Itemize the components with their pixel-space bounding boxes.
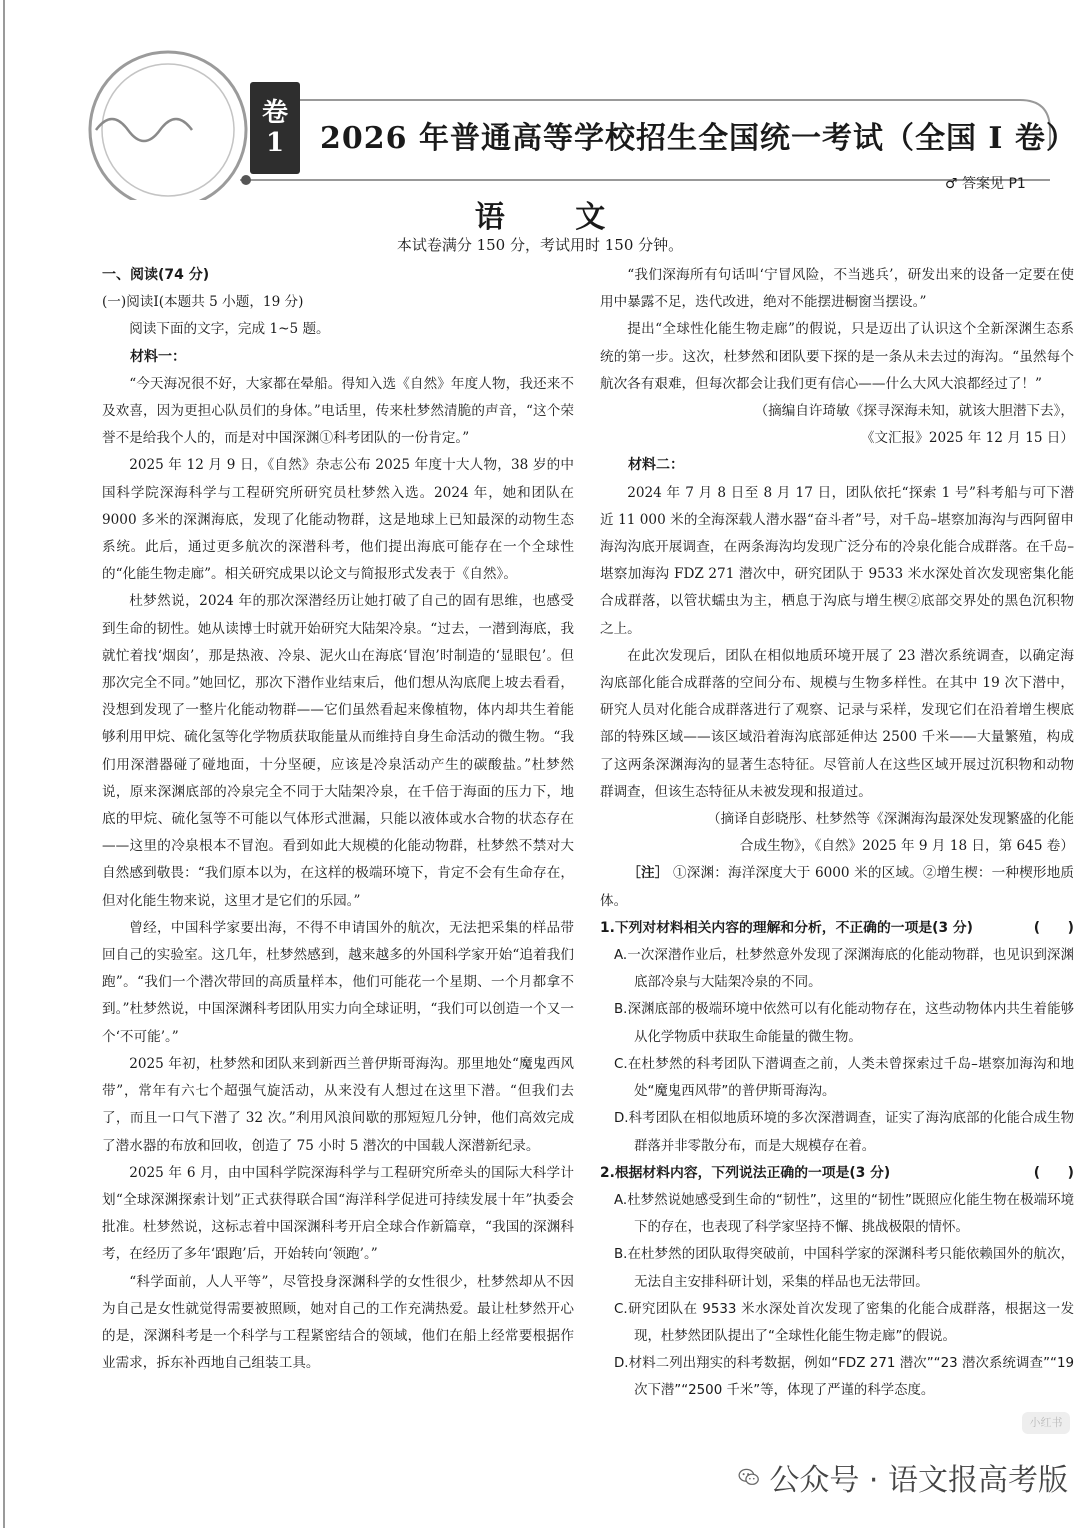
option-d: D.材料二列出翔实的科考数据，例如“FDZ 271 潜次”“23 潜次系统调查”“19 次下潜”“2500 千米”等，体现了严谨的科学态度。	[614, 1356, 1074, 1399]
note-text: ①深渊：海洋深度大于 6000 米的区域。②增生楔：一种楔形地质体。	[600, 865, 1074, 909]
material1-label: 材料一：	[130, 348, 186, 365]
option-b: B.在杜梦然的团队取得突破前，中国科学家的深渊科考只能依赖国外的航次，无法自主安排科研计划，采集的样品也无法带回。	[614, 1247, 1074, 1290]
paragraph: 曾经，中国科学家要出海，不得不申请国外的航次，无法把采集的样品带回自己的实验室。这几年，杜梦然感到，越来越多的外国科学家开始“追着我们跑”。“我们一个潜次带回的高质量样本，他们可能花一个星期、一个月都拿不到。”杜梦然说，中国深渊科考团队用实力向全球证明，“我们可以创造一个又一个‘不可能’。”	[102, 919, 574, 1045]
header-decoration	[0, 0, 1080, 200]
answer-bracket: ( )	[1033, 919, 1074, 936]
answer-bracket: ( )	[1033, 1164, 1074, 1181]
paragraph: 在此次发现后，团队在相似地质环境开展了 23 潜次系统调查，以确定海沟底部化能合成群落的空间分布、规模与生物多样性。在其中 19 次下潜中，研究人员对化能合成群落进行了观察、记录与采样，发现它们在沿着增生楔底部的特殊区域——该区域沿着海沟底部延伸达 2500 千米——大量繁殖，构成了这两条深渊海沟的显著生态特征。尽管前人在这些区域开展过沉积物和动物群调查，但该生态特征从未被发现和报道过。	[600, 647, 1074, 800]
option-d: D.科考团队在相似地质环境的多次深潜调查，证实了海沟底部的化能合成生物群落并非零散分布，而是大规模存在着。	[614, 1111, 1074, 1154]
option-a: A.杜梦然说她感受到生命的“韧性”，这里的“韧性”既照应化能生物在极端环境下的存在，也表现了科学家坚持不懈、挑战极限的情怀。	[614, 1192, 1074, 1236]
subject-title: 语 文	[474, 200, 636, 235]
option-b: B.深渊底部的极端环境中依然可以有化能动物存在，这些动物体内共生着能够从化学物质中获取生命能量的微生物。	[614, 1002, 1074, 1045]
note-label: ［注］	[627, 865, 669, 882]
option-c: C.研究团队在 9533 米水深处首次发现了密集的化能合成群落，根据这一发现，杜梦然团队提出了“全球性化能生物走廊”的假说。	[614, 1301, 1074, 1344]
paragraph: 杜梦然说，2024 年的那次深潜经历让她打破了自己的固有思维，也感受到生命的韧性。她从读博士时就开始研究大陆架冷泉。“过去，一潜到海底，我就忙着找‘烟囱’，那是热液、冷泉、泥火山在海底‘冒泡’时制造的‘显眼包’。但那次完全不同。”她回忆，那次下潜作业结束后，他们想从沟底爬上坡去看看，没想到发现了一整片化能动物群——它们虽然看起来像植物，体内却共生着能够利用甲烷、硫化氢等化学物质获取能量从而维持自身生命活动的微生物。“我们用深潜器碰了碰地面，十分坚硬，应该是冷泉活动产生的碳酸盐。”杜梦然说，原来深渊底部的冷泉完全不同于大陆架冷泉，在千倍于海面的压力下，地底的甲烷、硫化氢等不可能以气体形式泄漏，只能以液体或水合物的状态存在——这里的冷泉根本不冒泡。看到如此大规模的化能动物群，杜梦然不禁对大自然感到敬畏：“我们原本以为，在这样的极端环境下，肯定不会有生命存在，但对化能生物来说，这里才是它们的乐园。”	[102, 593, 574, 909]
paragraph: 2024 年 7 月 8 日至 8 月 17 日，团队依托“探索 1 号”科考船与可下潜近 11 000 米的全海深载人潜水器“奋斗者”号，对千岛–堪察加海沟与西阿留申海沟沟底开展调查，在两条海沟均发现广泛分布的冷泉化能合成群落。在千岛–堪察加海沟 FDZ 271 潜次中，研究团队于 9533 米水深处首次发现密集化能合成群落，以管状蠕虫为主，栖息于沟底与增生楔②底部交界处的黑色沉积物之上。	[600, 484, 1074, 637]
option-c: C.在杜梦然的科考团队下潜调查之前，人类未曾探索过千岛–堪察加海沟和地处“魔鬼西风带”的普伊斯哥海沟。	[614, 1056, 1074, 1100]
right-column	[600, 262, 1074, 1405]
paragraph: 2025 年初，杜梦然和团队来到新西兰普伊斯哥海沟。那里地处“魔鬼西风带”，常年有六七个超强气旋活动，从来没有人想过在这里下潜。“但我们去了，而且一口气下潜了 32 次。”利用风浪间歇的那短短几分钟，他们高效完成了潜水器的布放和回收，创造了 75 小时 5 潜次的中国载人深潜新纪录。	[102, 1055, 574, 1154]
answer-ref-text: 答案见 P1	[962, 176, 1026, 192]
instruction: 阅读下面的文字，完成 1~5 题。	[129, 321, 330, 338]
source-citation-line: （摘译自彭晓彤、杜梦然等《深渊海沟最深处发现繁盛的化能	[706, 811, 1074, 828]
exam-info: 本试卷满分 150 分，考试用时 150 分钟。	[396, 236, 684, 254]
paragraph: 2025 年 12 月 9 日，《自然》杂志公布 2025 年度十大人物，38 岁的中国科学院深海科学与工程研究所研究员杜梦然入选。2024 年，她和团队在 9000 多米的深渊海底，发现了化能动物群，这是地球上已知最深的动物生态系统。此后，通过更多航次的深潜科考，他们提出海底可能存在一个全球性的“化能生物走廊”。相关研究成果以论文与简报形式发表于《自然》。	[102, 457, 574, 583]
paragraph: “我们深海所有句话叫‘宁冒风险，不当逃兵’，研发出来的设备一定要在使用中暴露不足，迭代改进，绝对不能摆进橱窗当摆设。”	[600, 267, 1074, 311]
volume-char-2: 1	[265, 128, 285, 158]
question-1-text: 1.下列对材料相关内容的理解和分析，不正确的一项是(3 分)	[600, 919, 973, 936]
watermark-badge: 小红书	[1022, 1412, 1070, 1434]
wechat-icon	[738, 1461, 759, 1493]
paragraph: “今天海况很不好，大家都在晕船。得知入选《自然》年度人物，我还来不及欢喜，因为更担心队员们的身体。”电话里，传来杜梦然清脆的声音，“这个荣誉不是给我个人的，而是对中国深渊①科考团队的一份肯定。”	[102, 375, 574, 447]
question-2-stem	[600, 1160, 1074, 1187]
paragraph: 2025 年 6 月，由中国科学院深海科学与工程研究所牵头的国际大科学计划“全球深渊探索计划”正式获得联合国“海洋科学促进可持续发展十年”执委会批准。杜梦然说，这标志着中国深渊科考开启全球合作新篇章，“我国的深渊科考，在经历了多年‘跟跑’后，开始转向‘领跑’。”	[102, 1164, 574, 1263]
paragraph: 提出“全球性化能生物走廊”的假说，只是迈出了认识这个全新深渊生态系统的第一步。这次，杜梦然和团队要下探的是一条从未去过的海沟。“虽然每个航次各有艰难，但每次都会让我们更有信心——什么大风大浪都经过了！”	[600, 321, 1074, 392]
volume-tab	[250, 82, 300, 174]
question-2-text: 2.根据材料内容，下列说法正确的一项是(3 分)	[600, 1164, 891, 1181]
material2-label: 材料二：	[628, 457, 684, 474]
watermark-text: 公众号 · 语文报高考版	[769, 1463, 1068, 1498]
left-column	[102, 262, 574, 1377]
note	[600, 860, 1074, 914]
option-a: A.一次深潜作业后，杜梦然意外发现了深渊海底的化能动物群，也见识到深渊底部冷泉与大陆架冷泉的不同。	[614, 948, 1074, 991]
answer-reference	[945, 173, 1026, 193]
exam-title: 2026 年普通高等学校招生全国统一考试（全国 I 卷）	[320, 121, 1077, 156]
source-citation-line: 《文汇报》2025 年 12 月 15 日）	[860, 430, 1074, 447]
subsection-heading: (一)阅读Ⅰ(本题共 5 小题，19 分)	[102, 294, 304, 311]
source-citation-line: 合成生物》，《自然》2025 年 9 月 18 日，第 645 卷）	[739, 838, 1074, 855]
volume-char-1: 卷	[261, 98, 288, 128]
section-heading: 一、阅读(74 分)	[102, 267, 210, 283]
source-citation-line: （摘编自许琦敏《探寻深海未知，就该大胆潜下去》，	[754, 403, 1074, 420]
paragraph: “科学面前，人人平等”，尽管投身深渊科学的女性很少，杜梦然却从不因为自己是女性就觉得需要被照顾，她对自己的工作充满热爱。最让杜梦然开心的是，深渊科考是一个科学与工程紧密结合的领域，他们在船上经常要根据作业需求，拆东补西地自己组装工具。	[102, 1273, 574, 1372]
wechat-watermark	[738, 1452, 1068, 1502]
question-1-stem	[600, 915, 1074, 942]
link-icon: ♂	[945, 176, 958, 192]
